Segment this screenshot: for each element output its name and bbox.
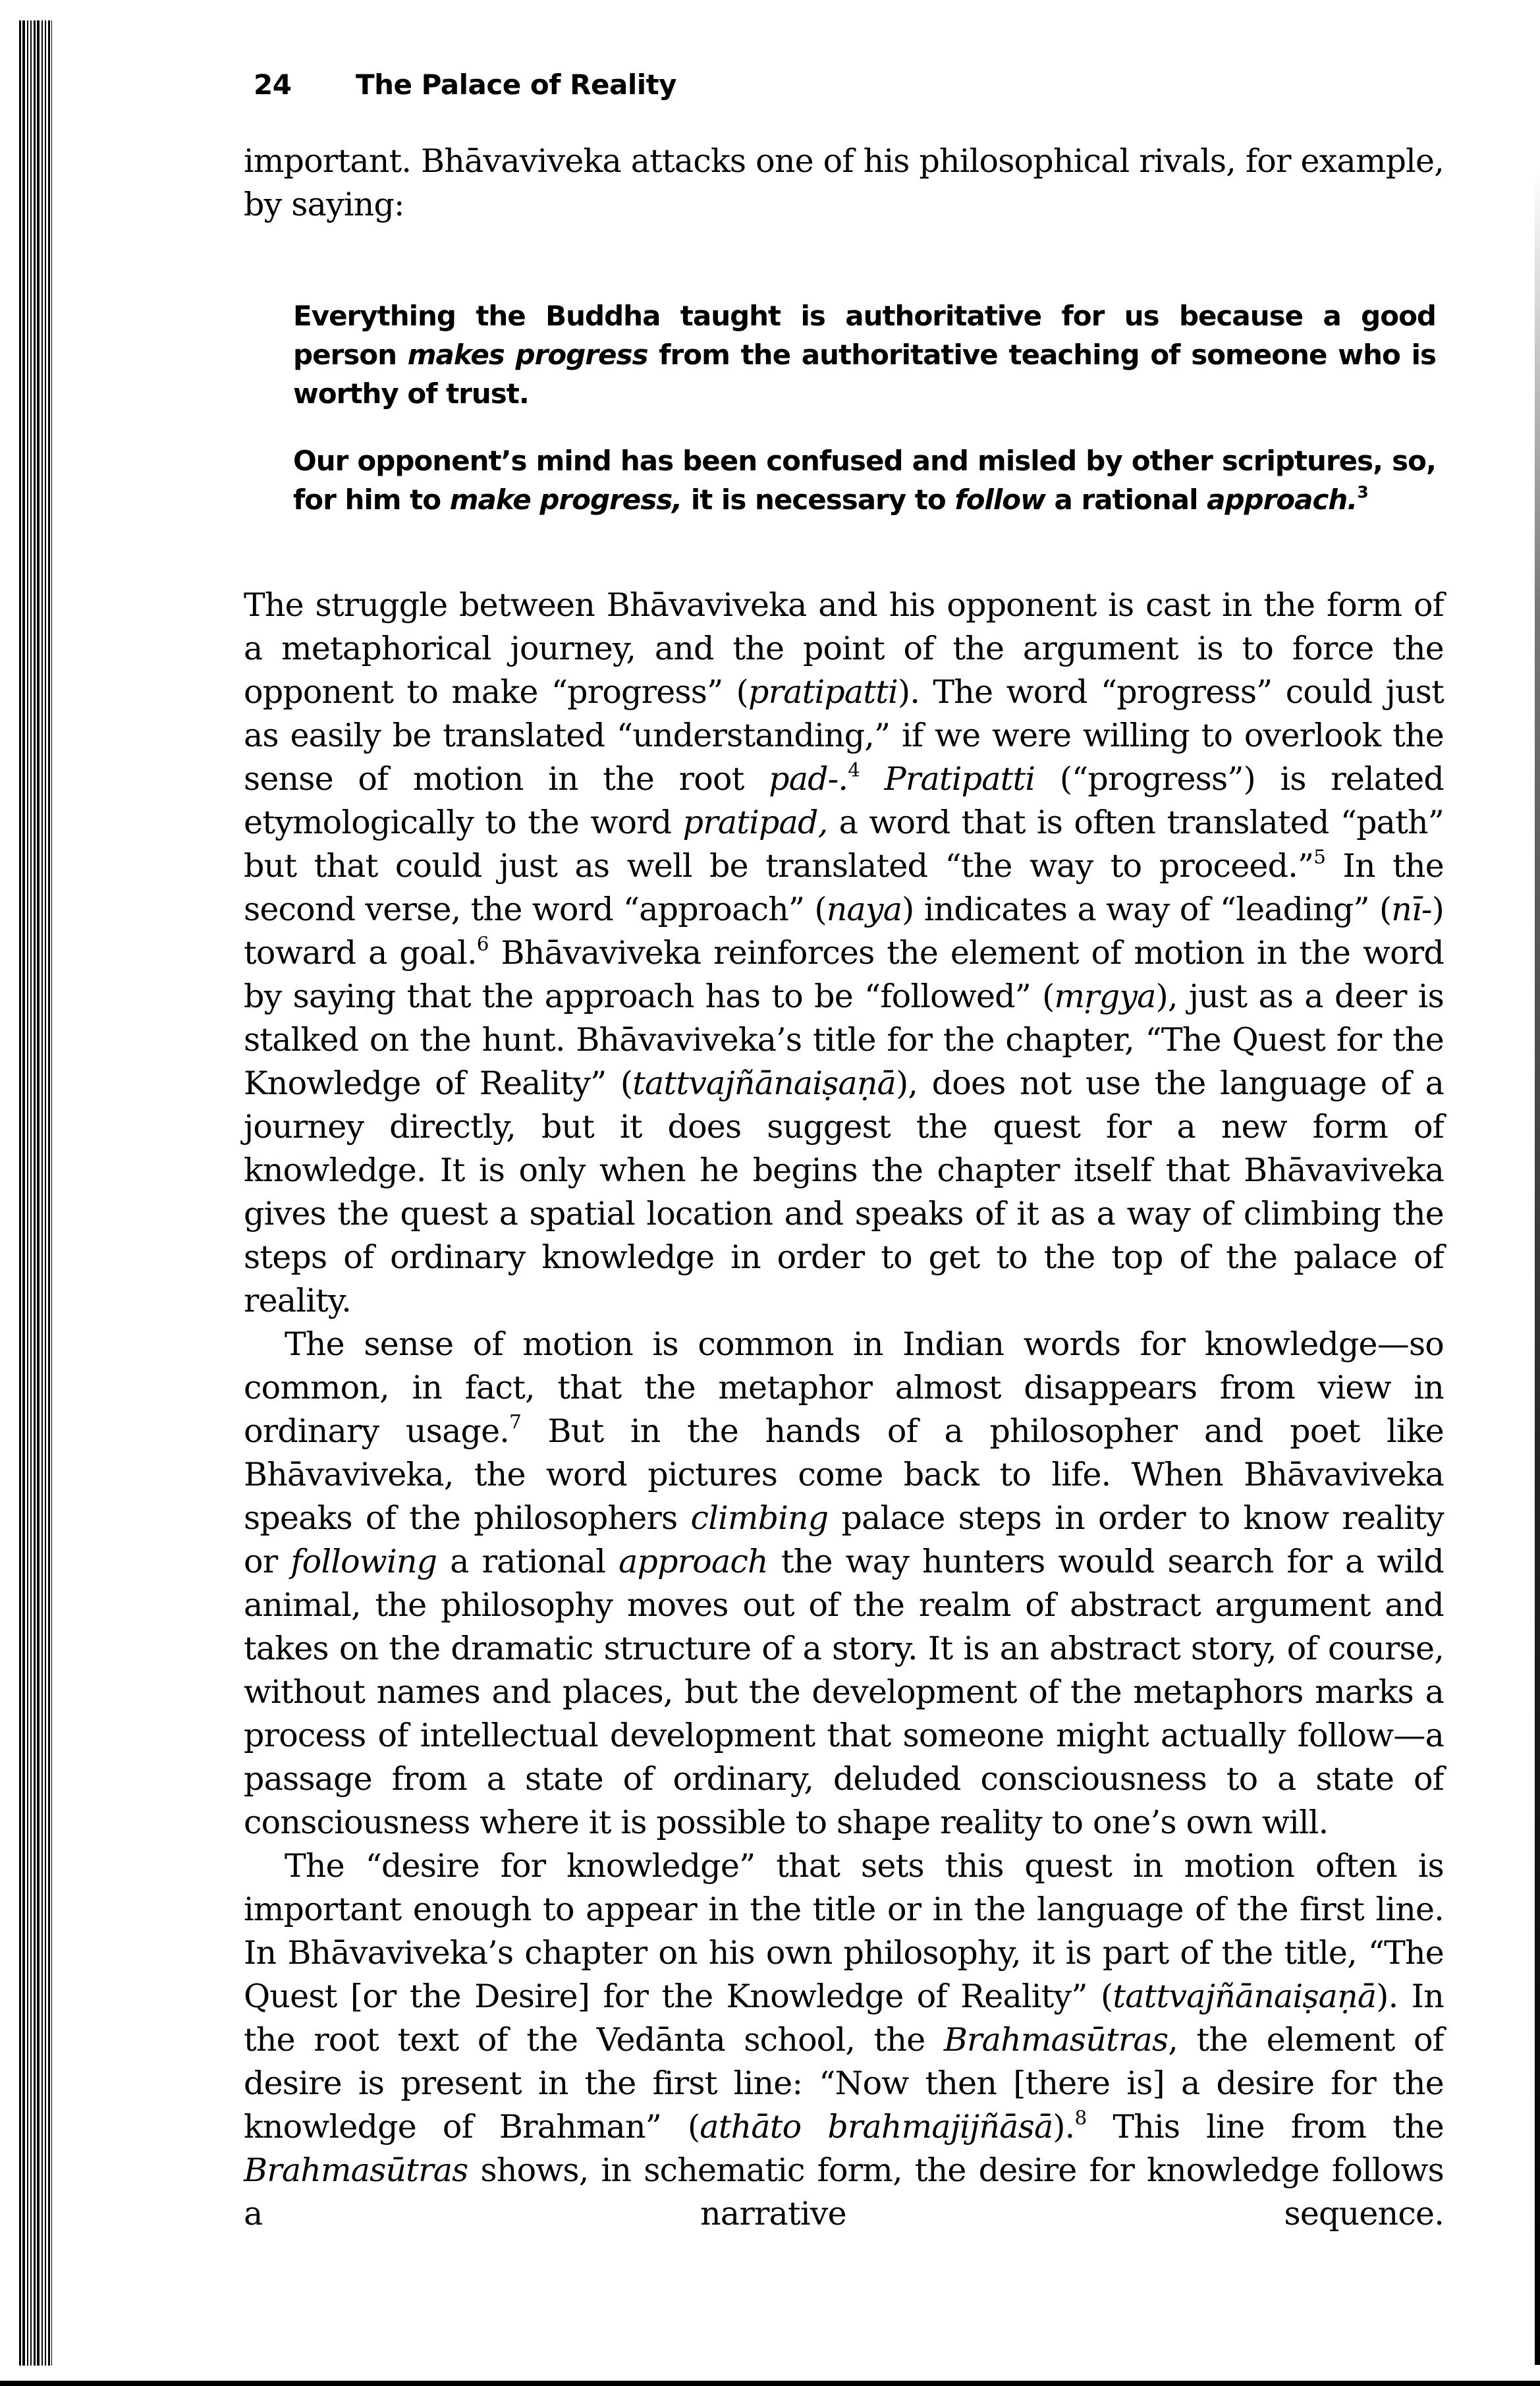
italic-term: tattvajñānaiṣaṇā (632, 1065, 896, 1102)
scan-binding-edge (19, 20, 52, 2366)
block-quote-verse-2 (293, 441, 1436, 519)
italic-term: nī- (1391, 891, 1432, 928)
quote-paragraph: Our opponent’s mind has been confused and misled by other scriptures, so, for him to make progress, it is necessary to follow a rational approach.$^3$ (293, 445, 1436, 516)
page-number: 24 (254, 69, 292, 101)
italic-term: following (290, 1543, 437, 1580)
opening-paragraph (244, 140, 1444, 227)
main-text (244, 584, 1444, 2236)
quote-paragraph: Everything the Buddha taught is authoritative for us because a good person makes progress from the authoritative teaching of someone who is worthy of trust. (293, 300, 1437, 410)
footnote-marker: 5 (1313, 845, 1326, 868)
body-paragraph-1: The struggle between Bhāvaviveka and his opponent is cast in the form of a metaphorical journey, and the point of the argument is to force the opponent to make “progress” (pratipatti). The word “progress” could just as easily be translated “understanding,” if we were willing to overlook the sense of motion in the root pad-.$^4$ Pratipatti (“progress”) is related etymologically to the word pratipad, a word that is often translated “path” but that could just as well be translated “the way to proceed.”$^5$ In the second verse, the word “approach” (naya) indicates a way of “leading” (nī-) toward a goal.$^6$ Bhāvaviveka reinforces the element of motion in the word by saying that the approach has to be “followed” (mṛgya), just as a deer is stalked on the hunt. Bhāvaviveka’s title for the chapter, “The Quest for the Knowledge of Reality” (tattvajñānaiṣaṇā), does not use the language of a journey directly, but it does suggest the quest for a new form of knowledge. It is only when he begins the chapter itself that Bhāvaviveka gives the quest a spatial location and speaks of it as a way of climbing the steps of ordinary knowledge in order to get to the top of the palace of reality. (244, 586, 1444, 1319)
body-paragraph-2: The sense of motion is common in Indian words for knowledge—so common, in fact, that the metaphor almost disappears from view in ordinary usage.$^7$ But in the hands of a philosopher and poet like Bhāvaviveka, the word pictures come back to life. When Bhāvaviveka speaks of the philosophers climbing palace steps in order to know reality or following a rational approach the way hunters would search for a wild animal, the philosophy moves out of the realm of abstract argument and takes on the dramatic structure of a story. It is an abstract story, of course, without names and places, but the development of the metaphors marks a process of intellectual development that someone might actually follow—a passage from a state of ordinary, deluded consciousness to a state of consciousness where it is possible to shape reality to one’s own will. (244, 1325, 1444, 1841)
italic-term: pratipatti (748, 673, 898, 711)
italic-term: naya (826, 891, 902, 928)
opening-text: important. Bhāvaviveka attacks one of his philosophical rivals, for example, by saying: (244, 142, 1444, 223)
italic-term: approach. (1207, 484, 1358, 516)
scan-right-edge (1535, 171, 1540, 2365)
body-paragraph-3: The “desire for knowledge” that sets this quest in motion often is important enough to appear in the title or in the language of the first line. In Bhāvaviveka’s chapter on his own philosophy, it is part of the title, “The Quest [or the Desire] for the Knowledge of Reality” (tattvajñānaiṣaṇā). In the root text of the Vedānta school, the Brahmasūtras, the element of desire is present in the first line: “Now then [there is] a desire for the knowledge of Brahman” (athāto brahmajijñāsā).$^8$ This line from the Brahmasūtras shows, in schematic form, the desire for knowledge follows a narrative sequence. (244, 1847, 1444, 2233)
italic-term: mṛgya (1054, 978, 1156, 1015)
italic-term: pratipad, (682, 804, 828, 841)
italic-term: make progress, (449, 484, 682, 516)
italic-term: climbing (690, 1499, 829, 1537)
italic-term: Pratipatti (884, 760, 1035, 798)
italic-term: approach (619, 1543, 768, 1580)
footnote-marker: 7 (509, 1410, 521, 1433)
running-head-title: The Palace of Reality (356, 69, 677, 101)
italic-term: tattvajñānaiṣaṇā (1113, 1978, 1377, 2015)
italic-term: pad-. (769, 760, 848, 798)
italic-term: Brahmasūtras (943, 2021, 1169, 2059)
running-head (254, 69, 676, 101)
italic-term: follow (954, 484, 1045, 516)
footnote-marker: 6 (476, 932, 489, 955)
footnote-marker: 8 (1074, 2106, 1087, 2129)
italic-term: athāto brahmajijñāsā (700, 2108, 1053, 2146)
italic-term: Brahmasūtras (244, 2151, 468, 2189)
scan-bottom-edge (0, 2381, 1540, 2386)
italic-term: makes progress (407, 339, 648, 371)
block-quote-verse-1 (293, 296, 1436, 413)
footnote-marker: 3 (1357, 482, 1368, 502)
footnote-marker: 4 (848, 758, 860, 781)
